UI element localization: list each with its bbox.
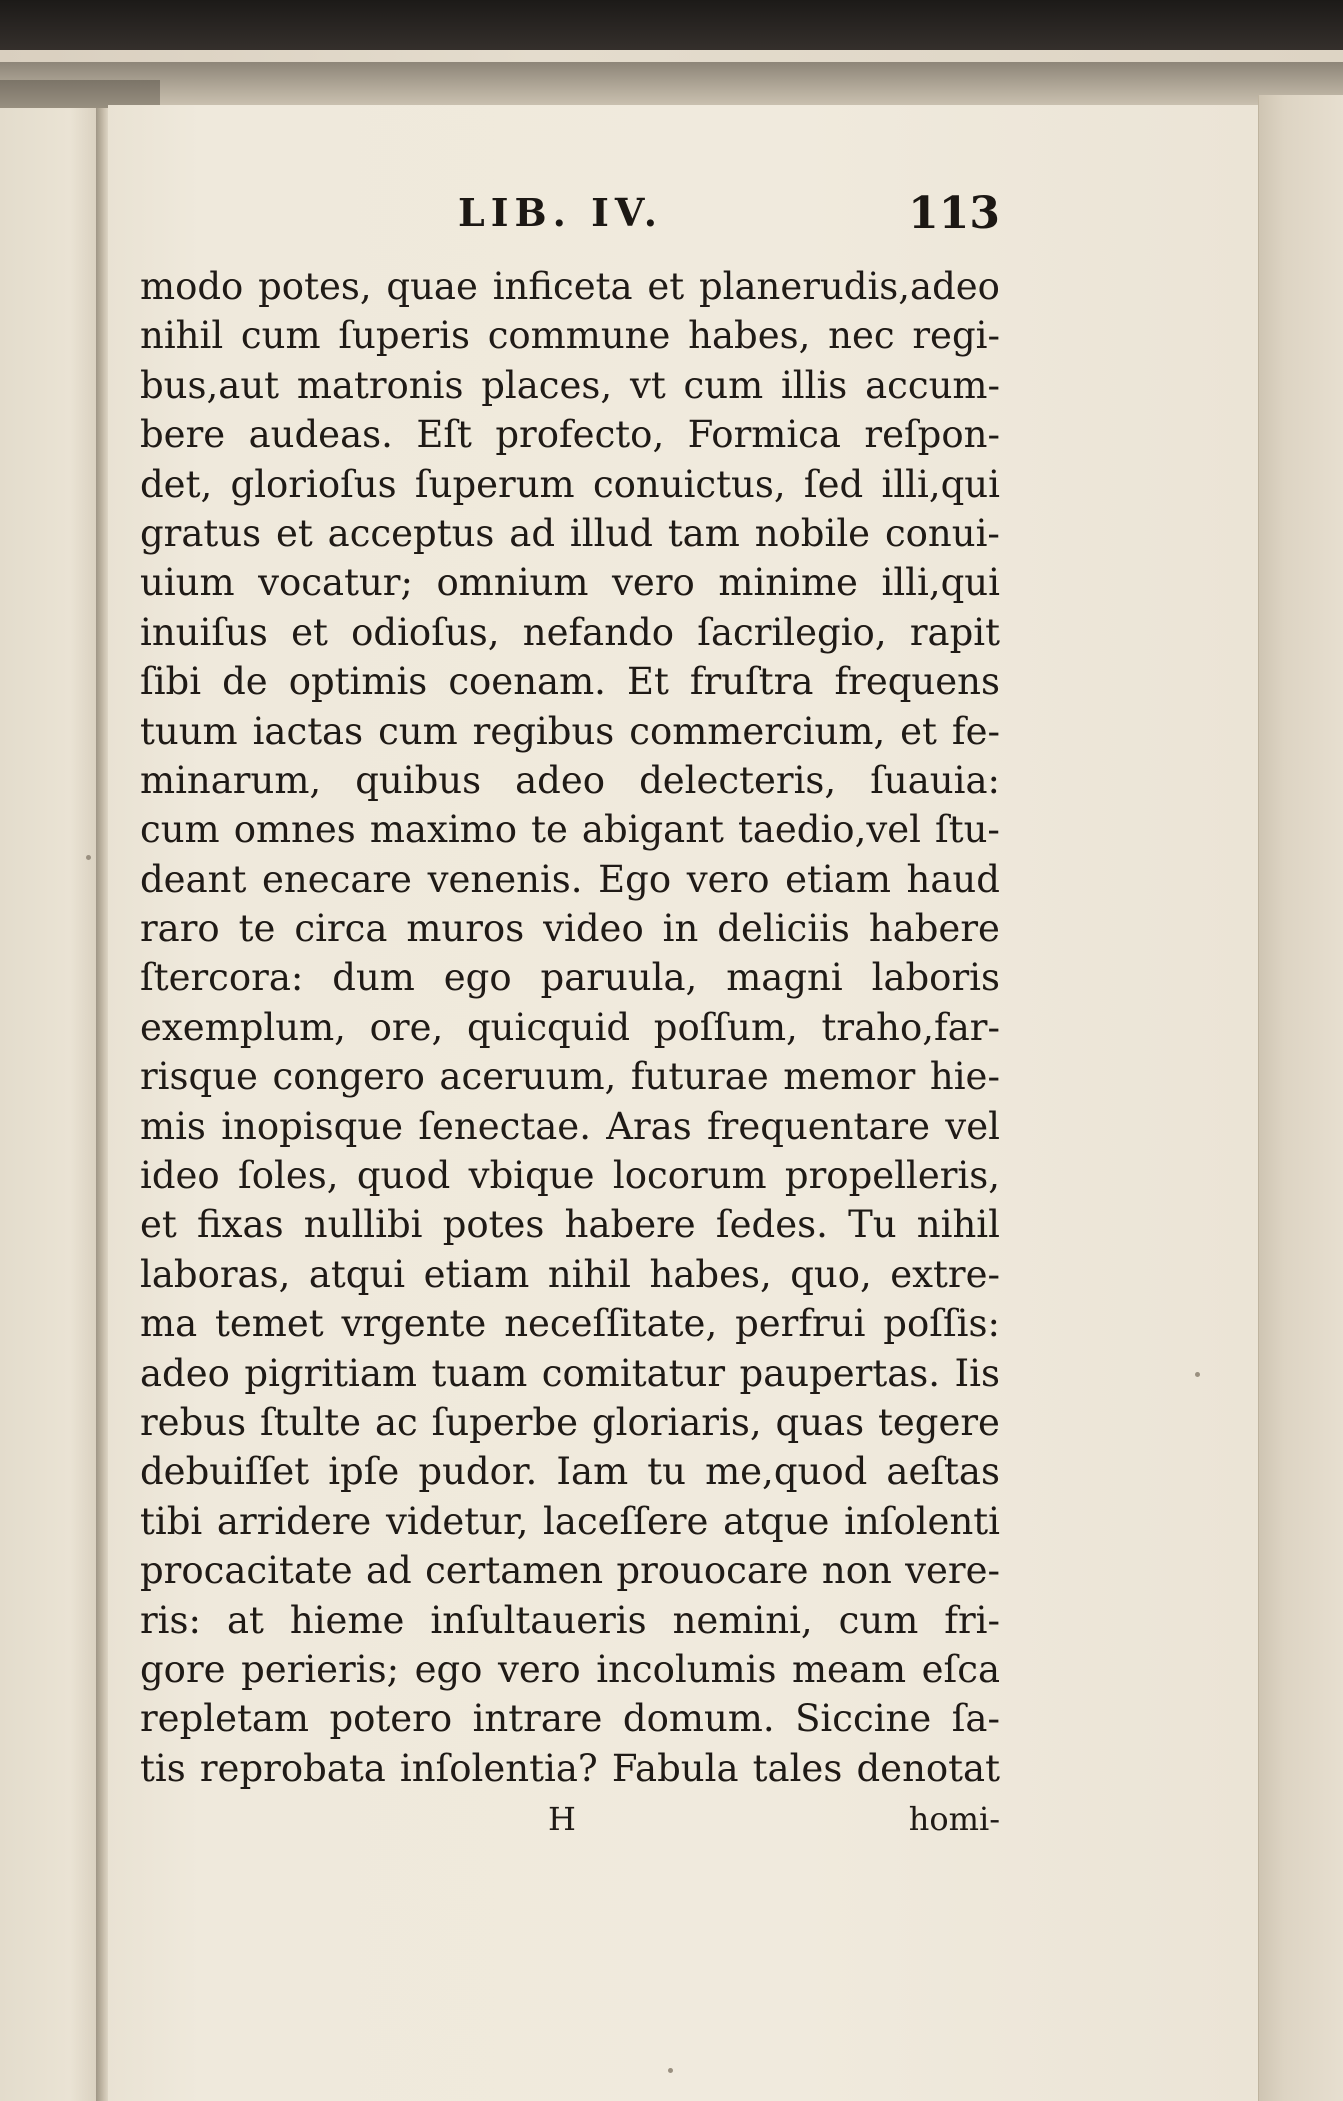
word: acceptus — [327, 511, 495, 555]
word: nemini, — [672, 1598, 813, 1642]
word: frequens — [834, 660, 1000, 704]
word: deliciis — [717, 907, 850, 951]
word: tu — [647, 1450, 686, 1494]
word: gore — [140, 1647, 226, 1691]
word: tam — [667, 511, 740, 555]
word: optimis — [288, 660, 428, 704]
word: et — [647, 265, 685, 308]
word: Tu — [848, 1203, 897, 1247]
word: temet — [215, 1302, 324, 1346]
word: gratus — [140, 511, 262, 555]
word: habes, — [649, 1252, 772, 1296]
word: minarum, — [140, 758, 322, 802]
text-line — [140, 1694, 1000, 1743]
word: denotat — [856, 1746, 1000, 1790]
word: te — [238, 907, 276, 951]
text-line — [140, 558, 1000, 607]
word: de — [222, 660, 268, 704]
word: Et — [626, 660, 669, 704]
word: te — [531, 808, 568, 852]
word: poſſum, — [653, 1005, 798, 1049]
word: paruula, — [540, 956, 698, 1000]
word: domum. — [622, 1697, 775, 1741]
word: eſca — [921, 1647, 1000, 1691]
word: ſedes. — [715, 1203, 828, 1247]
word: cum — [683, 363, 764, 407]
word: rapit — [909, 610, 1000, 654]
word: det, — [140, 462, 213, 506]
word: inopisque — [221, 1104, 404, 1148]
word: prouocare — [616, 1549, 809, 1593]
word: omnes — [233, 808, 356, 852]
word: me,quod — [705, 1450, 868, 1494]
page-number: 113 — [908, 188, 1000, 239]
word: Fabula — [611, 1746, 739, 1790]
word: vocatur; — [258, 561, 413, 605]
word: adeo — [140, 1351, 230, 1395]
word: maximo — [369, 808, 518, 852]
word: places, — [481, 363, 613, 407]
word: ſoles, — [238, 1154, 339, 1198]
word: ſibi — [140, 660, 202, 704]
word: ego — [443, 956, 512, 1000]
text-line — [140, 904, 1000, 953]
word: commercium, — [629, 709, 886, 753]
text-line — [140, 262, 1000, 311]
word: uium — [140, 561, 235, 605]
text-line — [140, 1497, 1000, 1546]
word: tuam — [431, 1351, 528, 1395]
text-line — [140, 1596, 1000, 1645]
word: nihil — [140, 314, 224, 358]
word: audeas. — [248, 413, 393, 457]
word: quibus — [355, 758, 482, 802]
word: planerudis,adeo — [698, 265, 1000, 308]
word: tibi — [140, 1499, 203, 1543]
word: conuictus, — [592, 462, 786, 506]
word: ſtercora: — [140, 956, 304, 1000]
word: ſacrilegio, — [697, 610, 887, 654]
word: neceſſitate, — [504, 1302, 718, 1346]
word: omnium — [436, 561, 589, 605]
word: habes, — [688, 314, 811, 358]
word: tegere — [878, 1400, 1000, 1444]
word: iactas — [252, 709, 364, 753]
word: Ego — [598, 857, 672, 901]
word: ideo — [140, 1154, 220, 1198]
word: inficeta — [492, 265, 633, 308]
word: vrgente — [341, 1302, 487, 1346]
text-line — [140, 1052, 1000, 1101]
text-line — [140, 707, 1000, 756]
text-line — [140, 1151, 1000, 1200]
text-line — [140, 953, 1000, 1002]
word: fe- — [951, 709, 1000, 753]
word: cum — [378, 709, 458, 753]
word: ſuauia: — [870, 758, 1000, 802]
word: et — [276, 511, 313, 555]
word: nobile — [754, 511, 871, 555]
word: repletam — [140, 1697, 310, 1741]
word: vere- — [905, 1549, 1000, 1593]
word: venenis. — [427, 857, 583, 901]
word: vero — [686, 857, 770, 901]
word: in — [662, 907, 699, 951]
word: delecteris, — [639, 758, 837, 802]
text-line — [140, 657, 1000, 706]
text-line — [140, 1102, 1000, 1151]
text-line — [140, 1200, 1000, 1249]
word: commune — [487, 314, 671, 358]
word: ſuperum — [414, 462, 575, 506]
word: Siccine — [795, 1697, 932, 1741]
word: pudor. — [418, 1450, 538, 1494]
word: hie- — [929, 1055, 1000, 1099]
paper-speck — [86, 855, 91, 860]
paper-speck — [1195, 1372, 1200, 1377]
word: et — [140, 1203, 177, 1247]
word: laboris — [871, 956, 1000, 1000]
word: magni — [726, 956, 843, 1000]
word: inſolentia? — [399, 1746, 598, 1790]
book-section-title: LIB. IV. — [458, 190, 663, 235]
word: vt — [629, 363, 666, 407]
word: nefando — [522, 610, 675, 654]
word: nullibi — [303, 1203, 423, 1247]
word: illis — [780, 363, 848, 407]
word: poſſis: — [883, 1302, 1000, 1346]
word: habere — [564, 1203, 696, 1247]
word: et — [291, 610, 328, 654]
word: raro — [140, 907, 220, 951]
word: et — [900, 709, 937, 753]
word: nec — [828, 314, 895, 358]
word: laceſſere — [543, 1499, 709, 1543]
word: comitatur — [541, 1351, 726, 1395]
word: illi,qui — [881, 462, 1000, 506]
word: etiam — [785, 857, 891, 901]
word: ac — [374, 1400, 418, 1444]
word: aeſtas — [886, 1450, 1000, 1494]
text-line — [140, 756, 1000, 805]
text-line — [140, 1003, 1000, 1052]
word: coenam. — [448, 660, 606, 704]
word: habere — [868, 907, 1000, 951]
word: pigritiam — [244, 1351, 417, 1395]
text-line — [140, 1398, 1000, 1447]
text-line — [140, 1349, 1000, 1398]
word: quae — [386, 265, 478, 308]
text-line — [140, 410, 1000, 459]
page-footer — [140, 1800, 1000, 1850]
word: extre- — [890, 1252, 1000, 1296]
word: ipſe — [328, 1450, 400, 1494]
word: glorioſus — [230, 462, 397, 506]
text-line — [140, 509, 1000, 558]
word: futurae — [630, 1055, 769, 1099]
word: quod — [356, 1154, 451, 1198]
word: ma — [140, 1302, 198, 1346]
word: quicquid — [466, 1005, 631, 1049]
word: bus,aut — [140, 363, 280, 407]
paper-speck — [668, 2068, 673, 2073]
word: ſa- — [951, 1697, 1000, 1741]
word: adeo — [515, 758, 606, 802]
word: illi,qui — [881, 561, 1000, 605]
word: locorum — [612, 1154, 767, 1198]
word: reprobata — [199, 1746, 386, 1790]
word: cum — [240, 314, 321, 358]
word: inſultaueris — [430, 1598, 647, 1642]
word: ſuperbe — [431, 1400, 579, 1444]
word: Aras — [606, 1104, 692, 1148]
word: potes — [442, 1203, 545, 1247]
word: perieris; — [241, 1647, 400, 1691]
word: quas — [775, 1400, 865, 1444]
word: nihil — [547, 1252, 632, 1296]
word: atque — [723, 1499, 830, 1543]
word: meam — [791, 1647, 907, 1691]
word: circa — [294, 907, 388, 951]
word: non — [821, 1549, 892, 1593]
word: vero — [497, 1647, 581, 1691]
word: ſuperis — [338, 314, 470, 358]
right-page-edges — [1258, 95, 1343, 2101]
word: inſolenti — [844, 1499, 1000, 1543]
word: accum- — [865, 363, 1000, 407]
word: profecto, — [495, 413, 665, 457]
word: potero — [329, 1697, 453, 1741]
word: perfrui — [735, 1302, 866, 1346]
word: mis — [140, 1104, 206, 1148]
word: inuiſus — [140, 610, 268, 654]
word: conui- — [884, 511, 1000, 555]
word: fixas — [196, 1203, 284, 1247]
text-line — [140, 1546, 1000, 1595]
word: vel — [945, 1104, 1000, 1148]
word: nihil — [916, 1203, 1000, 1247]
word: ad — [509, 511, 556, 555]
word: minime — [718, 561, 858, 605]
word: ego — [414, 1647, 483, 1691]
word: certamen — [425, 1549, 604, 1593]
word: Iam — [556, 1450, 629, 1494]
word: regibus — [472, 709, 615, 753]
word: reſpon- — [864, 413, 1000, 457]
word: illud — [569, 511, 653, 555]
word: risque — [140, 1055, 258, 1099]
text-line — [140, 1250, 1000, 1299]
word: hieme — [289, 1598, 405, 1642]
word: tis — [140, 1746, 186, 1790]
word: arridere — [216, 1499, 372, 1543]
word: odioſus, — [351, 610, 500, 654]
word: exemplum, — [140, 1005, 346, 1049]
text-line — [140, 1447, 1000, 1496]
word: tales — [752, 1746, 843, 1790]
word: fri- — [944, 1598, 1000, 1642]
word: traho,far- — [821, 1005, 1000, 1049]
word: matronis — [296, 363, 464, 407]
word: video — [543, 907, 644, 951]
word: aceruum, — [439, 1055, 617, 1099]
word: ſtu- — [935, 808, 1000, 852]
word: fruſtra — [689, 660, 814, 704]
word: propelleris, — [784, 1154, 1000, 1198]
body-text — [140, 262, 1000, 1793]
word: cum — [140, 808, 220, 852]
word: Eſt — [416, 413, 472, 457]
word: enecare — [261, 857, 412, 901]
word: at — [226, 1598, 264, 1642]
word: gloriaris, — [591, 1400, 762, 1444]
text-line — [140, 311, 1000, 360]
word: atqui — [308, 1252, 406, 1296]
text-line — [140, 460, 1000, 509]
word: Formica — [687, 413, 841, 457]
word: intrare — [472, 1697, 603, 1741]
word: procacitate — [140, 1549, 353, 1593]
word: memor — [783, 1055, 916, 1099]
word: ſtulte — [260, 1400, 362, 1444]
word: dum — [332, 956, 415, 1000]
word: ore, — [369, 1005, 444, 1049]
word: modo — [140, 265, 244, 308]
word: tuum — [140, 709, 238, 753]
word: etiam — [423, 1252, 530, 1296]
word: laboras, — [140, 1252, 291, 1296]
word: haud — [906, 857, 1000, 901]
word: ſed — [803, 462, 864, 506]
word: quo, — [790, 1252, 872, 1296]
word: vbique — [468, 1154, 595, 1198]
text-line — [140, 855, 1000, 904]
left-page-edge — [0, 108, 100, 2101]
text-line — [140, 1744, 1000, 1793]
text-line — [140, 361, 1000, 410]
text-line — [140, 805, 1000, 854]
word: debuiſſet — [140, 1450, 310, 1494]
word: incolumis — [596, 1647, 777, 1691]
word: congero — [272, 1055, 425, 1099]
catchword: homi- — [908, 1800, 1000, 1838]
word: deant — [140, 857, 247, 901]
running-head — [140, 190, 1000, 250]
word: cum — [838, 1598, 919, 1642]
word: taedio,vel — [737, 808, 921, 852]
text-line — [140, 1299, 1000, 1348]
text-line — [140, 1645, 1000, 1694]
word: potes, — [258, 265, 372, 308]
word: abigant — [581, 808, 724, 852]
word: ad — [366, 1549, 412, 1593]
text-line — [140, 608, 1000, 657]
word: vero — [612, 561, 695, 605]
word: frequentare — [706, 1104, 931, 1148]
word: ris: — [140, 1598, 201, 1642]
binding-strip — [0, 62, 1343, 110]
word: videtur, — [385, 1499, 529, 1543]
word: bere — [140, 413, 226, 457]
word: rebus — [140, 1400, 247, 1444]
word: ſenectae. — [418, 1104, 591, 1148]
word: paupertas. — [739, 1351, 941, 1395]
word: Iis — [954, 1351, 1000, 1395]
word: regi- — [912, 314, 1000, 358]
signature-mark: H — [548, 1800, 576, 1838]
word: muros — [406, 907, 525, 951]
